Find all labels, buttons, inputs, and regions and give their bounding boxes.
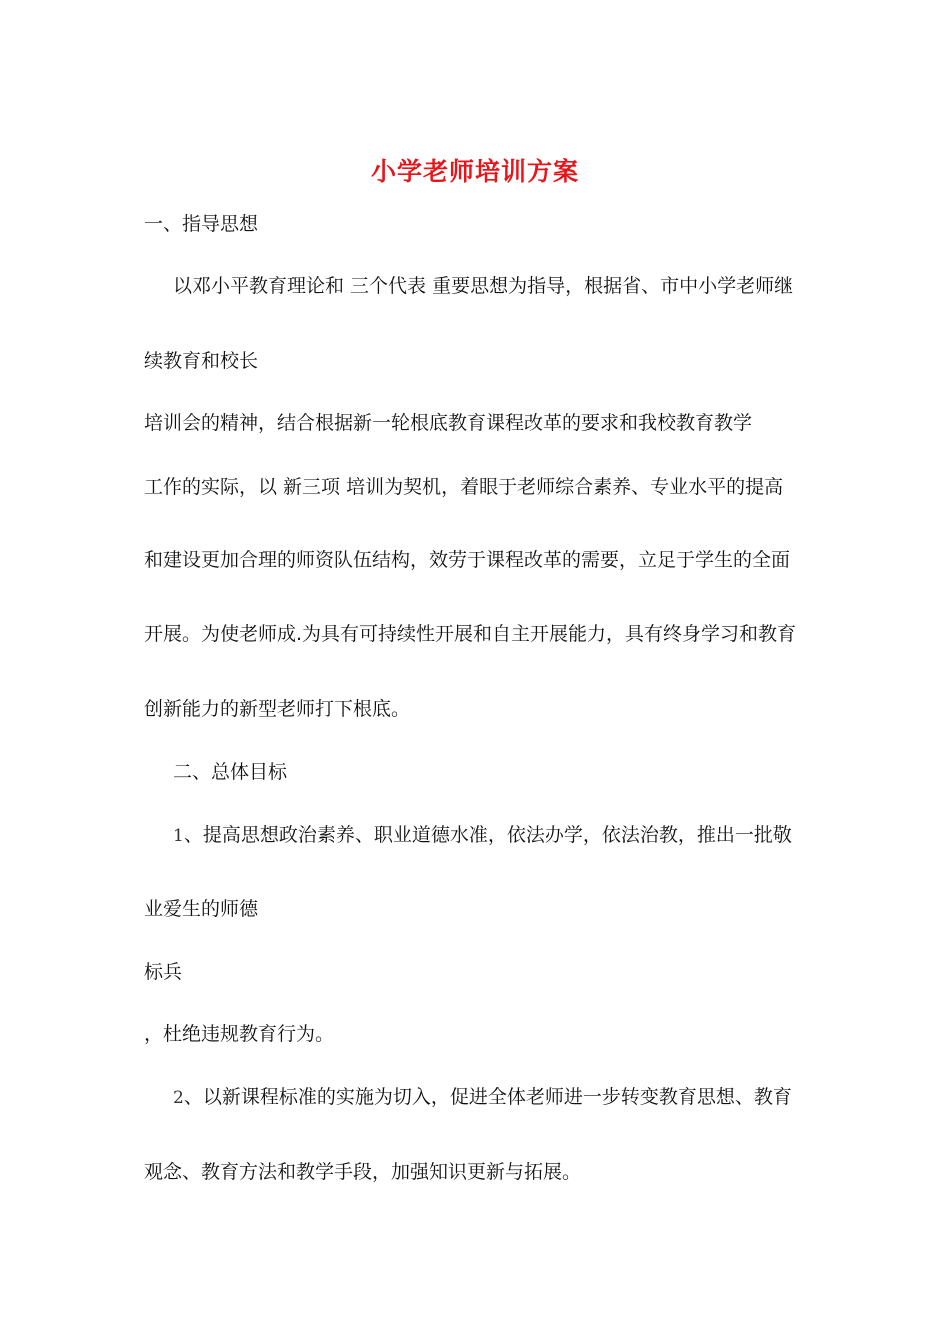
section-heading-guiding-ideology: 一、指导思想 [144,213,259,235]
paragraph-line: 以邓小平教育理论和 三个代表 重要思想为指导，根据省、市中小学老师继 [173,275,794,297]
paragraph-line: 标兵 [144,961,183,983]
paragraph-line: 培训会的精神，结合根据新一轮根底教育课程改革的要求和我校教育教学 [144,412,753,434]
paragraph-line: 和建设更加合理的师资队伍结构，效劳于课程改革的需要，立足于学生的全面 [144,549,791,571]
document-title: 小学老师培训方案 [370,157,579,186]
paragraph-line: 工作的实际，以 新三项 培训为契机，着眼于老师综合素养、专业水平的提高 [144,476,784,498]
list-item-2 [173,1084,792,1111]
list-item-text: 、提高思想政治素养、职业道德水准，依法办学，依法治教，推出一批敬 [183,824,792,846]
paragraph-line: 创新能力的新型老师打下根底。 [144,698,411,720]
paragraph-line: ，杜绝违规教育行为。 [144,1023,335,1045]
section-heading-overall-goals: 二、总体目标 [173,761,288,783]
list-item-number: 2 [173,1088,184,1108]
paragraph-line: 业爱生的师德 [144,898,259,920]
paragraph-line: 观念、教育方法和教学手段，加强知识更新与拓展。 [144,1161,582,1183]
paragraph-line: 开展。为使老师成.为具有可持续性开展和自主开展能力，具有终身学习和教育 [144,623,797,645]
list-item-text: 、以新课程标准的实施为切入，促进全体老师进一步转变教育思想、教育 [183,1086,792,1108]
list-item-1 [173,822,792,849]
paragraph-line: 续教育和校长 [144,350,259,372]
list-item-number: 1 [173,826,184,846]
